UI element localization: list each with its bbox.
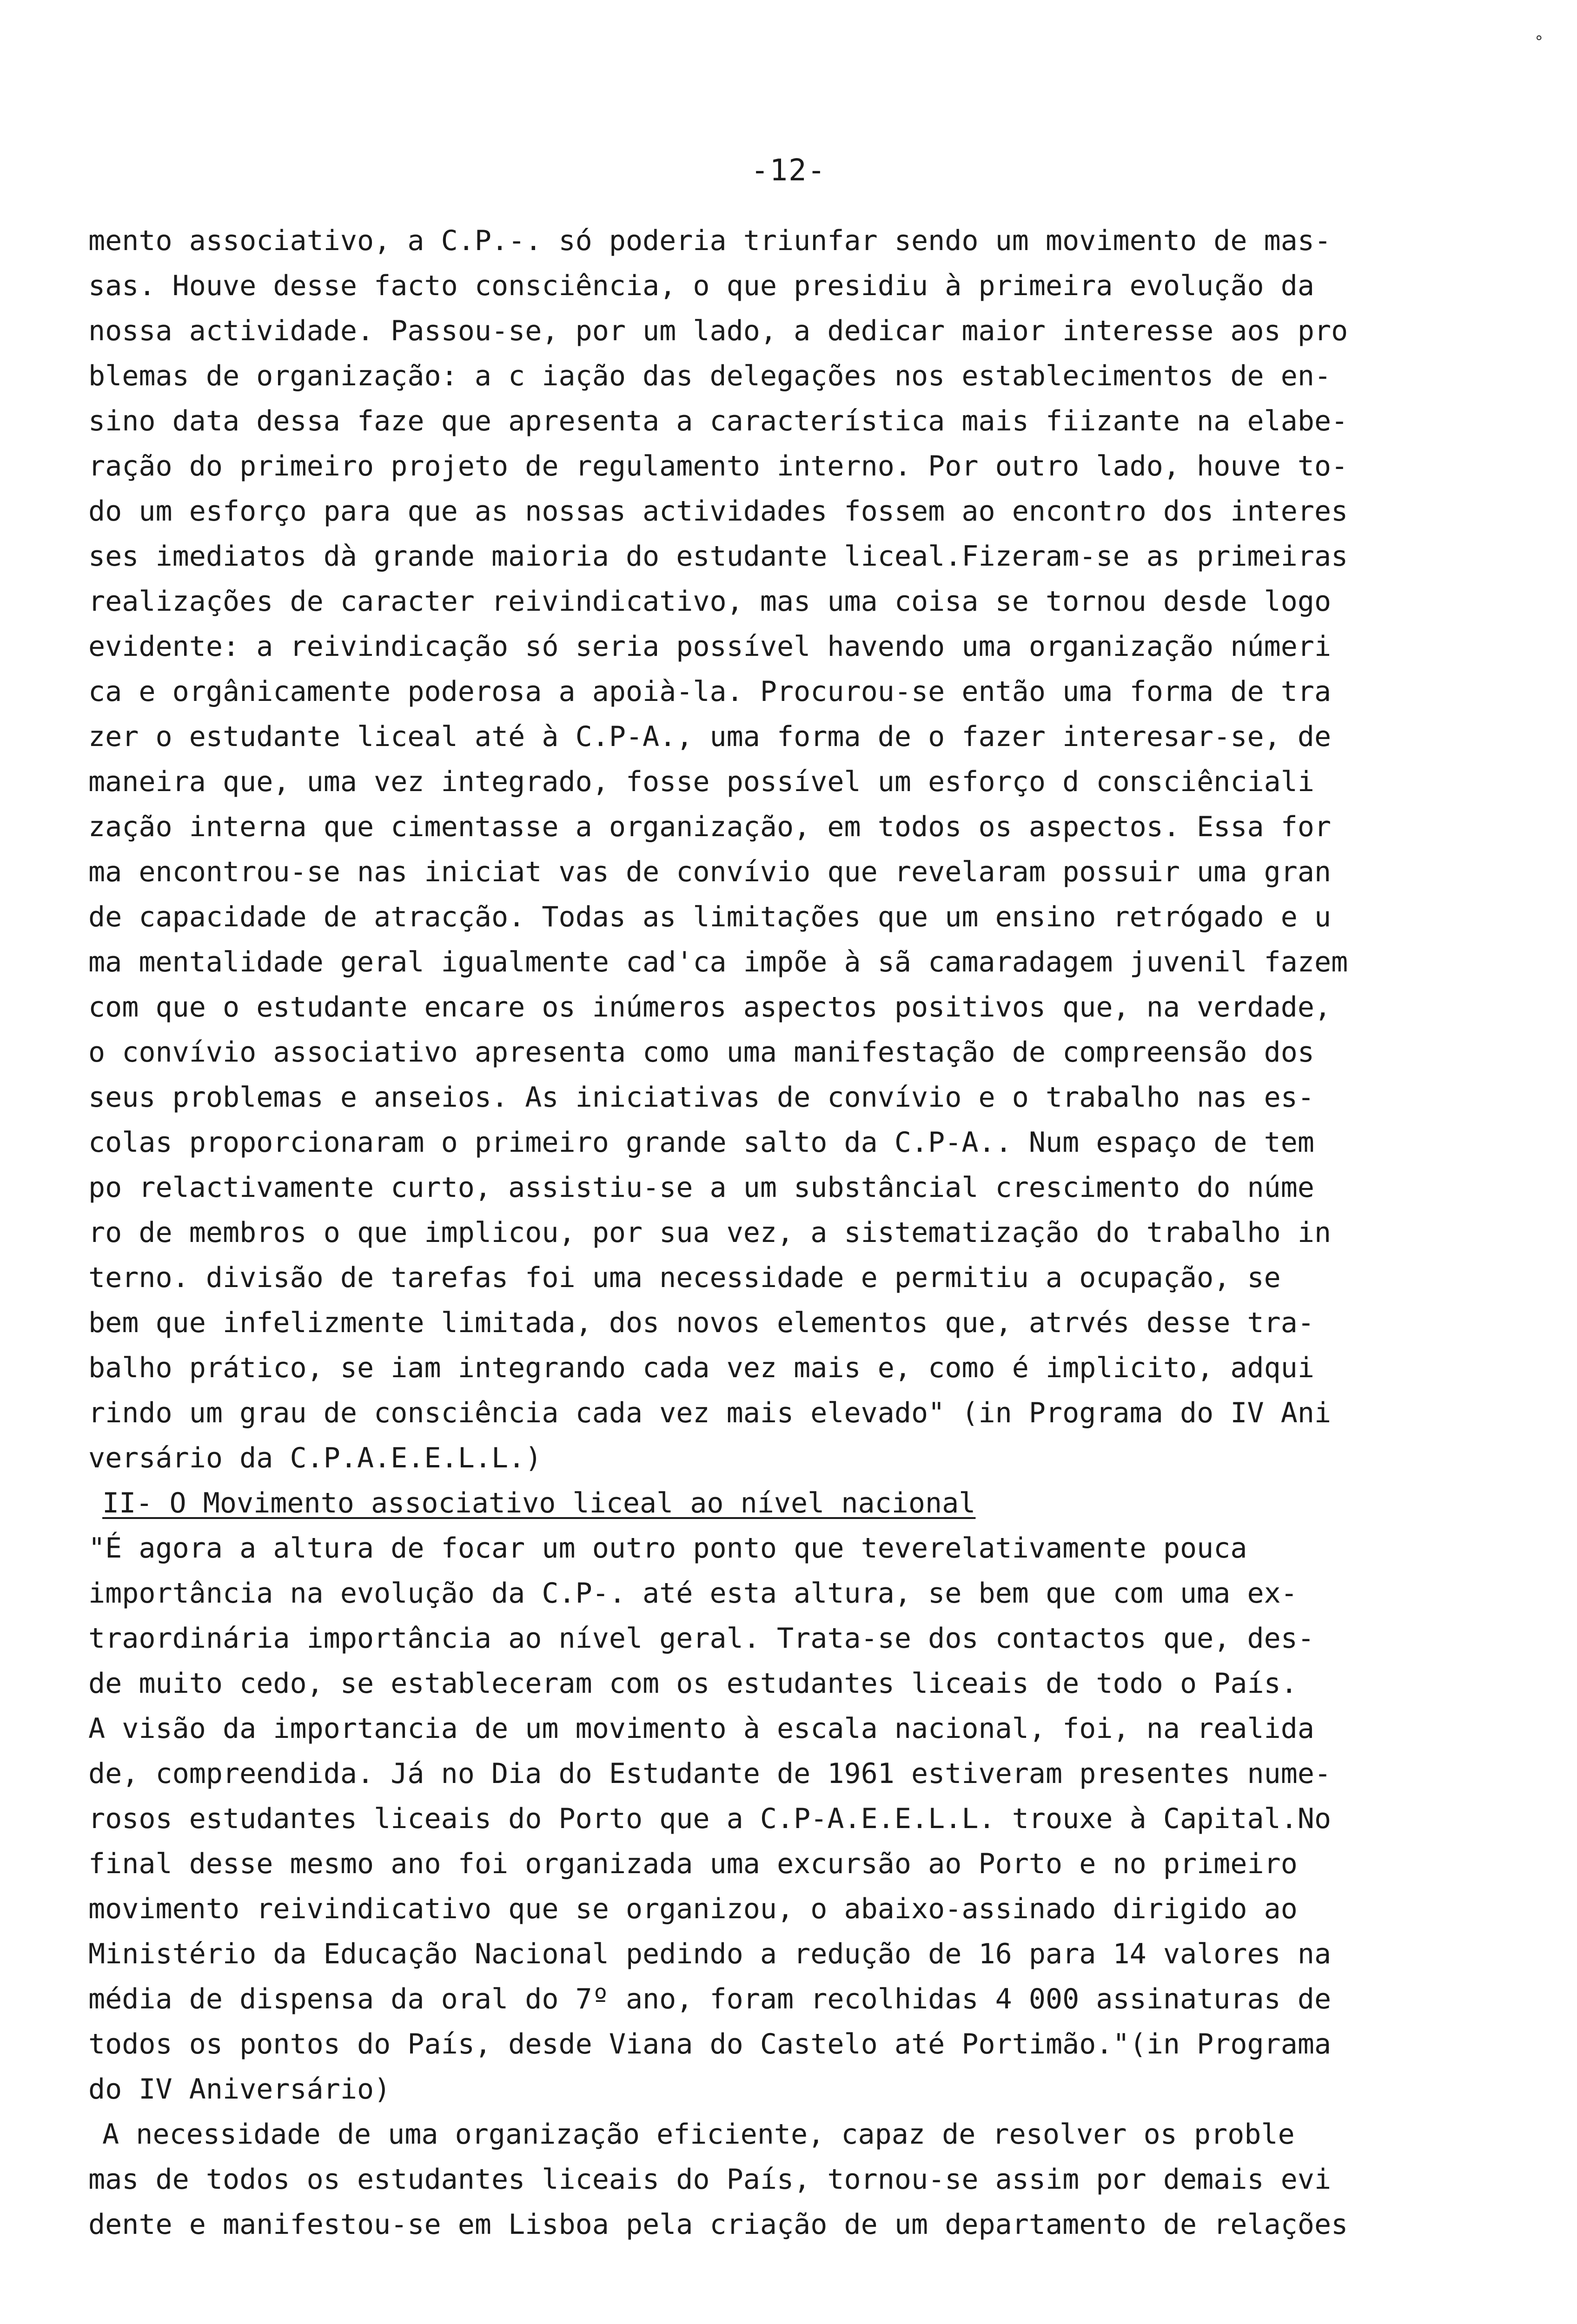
- text-line: o convívio associativo apresenta como uma manifestação de compreensão dos: [88, 1036, 1314, 1069]
- text-line: final desse mesmo ano foi organizada uma excursão ao Porto e no primeiro: [88, 1848, 1298, 1880]
- text-line: sas. Houve desse facto consciência, o que presidiu à primeira evolução da: [88, 270, 1314, 302]
- corner-mark: °: [1534, 33, 1544, 51]
- text-line: rosos estudantes liceais do Porto que a C.P-A.E.E.L.L. trouxe à Capital.No: [88, 1802, 1332, 1835]
- text-line: Ministério da Educação Nacional pedindo a redução de 16 para 14 valores na: [88, 1938, 1332, 1970]
- text-line: de, compreendida. Já no Dia do Estudante de 1961 estiveram presentes nume-: [88, 1757, 1332, 1790]
- text-line: blemas de organização: a c iação das delegações nos establecimentos de en-: [88, 360, 1332, 392]
- document-body: [88, 218, 1530, 2247]
- text-line: versário da C.P.A.E.E.L.L.): [88, 1442, 542, 1474]
- text-line: rindo um grau de consciência cada vez mais elevado" (in Programa do IV Ani: [88, 1397, 1332, 1429]
- text-line: A visão da importancia de um movimento à escala nacional, foi, na realida: [88, 1712, 1314, 1745]
- text-line: colas proporcionaram o primeiro grande salto da C.P-A.. Num espaço de tem: [88, 1126, 1314, 1159]
- text-line: de muito cedo, se estableceram com os estudantes liceais de todo o País.: [88, 1667, 1298, 1700]
- section-heading: II- O Movimento associativo liceal ao nível nacional: [102, 1487, 976, 1519]
- text-line: realizações de caracter reivindicativo, mas uma coisa se tornou desde logo: [88, 585, 1332, 618]
- text-line: terno. divisão de tarefas foi uma necessidade e permitiu a ocupação, se: [88, 1261, 1281, 1294]
- text-line: evidente: a reivindicação só seria possível havendo uma organização númeri: [88, 630, 1332, 663]
- text-line: traordinária importância ao nível geral. Trata-se dos contactos que, des-: [88, 1622, 1314, 1655]
- text-line: movimento reivindicativo que se organizou, o abaixo-assinado dirigido ao: [88, 1893, 1298, 1925]
- text-line: mas de todos os estudantes liceais do País, tornou-se assim por demais evi: [88, 2163, 1332, 2196]
- text-line: do IV Aniversário): [88, 2073, 391, 2106]
- text-line: todos os pontos do País, desde Viana do Castelo até Portimão."(in Programa: [88, 2028, 1332, 2060]
- text-line: importância na evolução da C.P-. até esta altura, se bem que com uma ex-: [88, 1577, 1298, 1610]
- text-line: A necessidade de uma organização eficiente, capaz de resolver os proble: [102, 2118, 1295, 2151]
- text-line: ca e orgânicamente poderosa a apoià-la. Procurou-se então uma forma de tra: [88, 675, 1332, 708]
- text-line: po relactivamente curto, assistiu-se a um substâncial crescimento do núme: [88, 1171, 1314, 1204]
- text-line: mento associativo, a C.P.-. só poderia triunfar sendo um movimento de mas-: [88, 224, 1332, 257]
- text-line: maneira que, uma vez integrado, fosse possível um esforço d consciênciali: [88, 766, 1314, 798]
- text-line: ração do primeiro projeto de regulamento interno. Por outro lado, houve to-: [88, 450, 1348, 482]
- text-line: balho prático, se iam integrando cada vez mais e, como é implicito, adqui: [88, 1352, 1314, 1384]
- text-line: zação interna que cimentasse a organização, em todos os aspectos. Essa for: [88, 811, 1332, 843]
- text-line: ma mentalidade geral igualmente cad'ca impõe à sã camaradagem juvenil fazem: [88, 946, 1348, 978]
- text-line: de capacidade de atracção. Todas as limitações que um ensino retrógado e u: [88, 901, 1332, 933]
- text-line: dente e manifestou-se em Lisboa pela criação de um departamento de relações: [88, 2208, 1348, 2241]
- text-line: ma encontrou-se nas iniciat vas de convívio que revelaram possuir uma gran: [88, 856, 1332, 888]
- text-line: zer o estudante liceal até à C.P-A., uma forma de o fazer interesar-se, de: [88, 720, 1332, 753]
- text-line: ro de membros o que implicou, por sua vez, a sistematização do trabalho in: [88, 1216, 1332, 1249]
- page-number: -12-: [750, 153, 827, 188]
- text-line: nossa actividade. Passou-se, por um lado, a dedicar maior interesse aos pro: [88, 315, 1348, 347]
- text-line: média de dispensa da oral do 7º ano, foram recolhidas 4 000 assinaturas de: [88, 1983, 1332, 2015]
- text-line: ses imediatos dà grande maioria do estudante liceal.Fizeram-se as primeiras: [88, 540, 1348, 573]
- text-line: do um esforço para que as nossas actividades fossem ao encontro dos interes: [88, 495, 1348, 528]
- text-line: sino data dessa faze que apresenta a característica mais fiizante na elabe-: [88, 405, 1348, 437]
- section-heading-line: [88, 1481, 1530, 1526]
- text-line: com que o estudante encare os inúmeros aspectos positivos que, na verdade,: [88, 991, 1332, 1023]
- text-line: seus problemas e anseios. As iniciativas de convívio e o trabalho nas es-: [88, 1081, 1314, 1114]
- text-line: "É agora a altura de focar um outro ponto que teverelativamente pouca: [88, 1532, 1247, 1565]
- text-line: bem que infelizmente limitada, dos novos elementos que, atrvés desse tra-: [88, 1307, 1314, 1339]
